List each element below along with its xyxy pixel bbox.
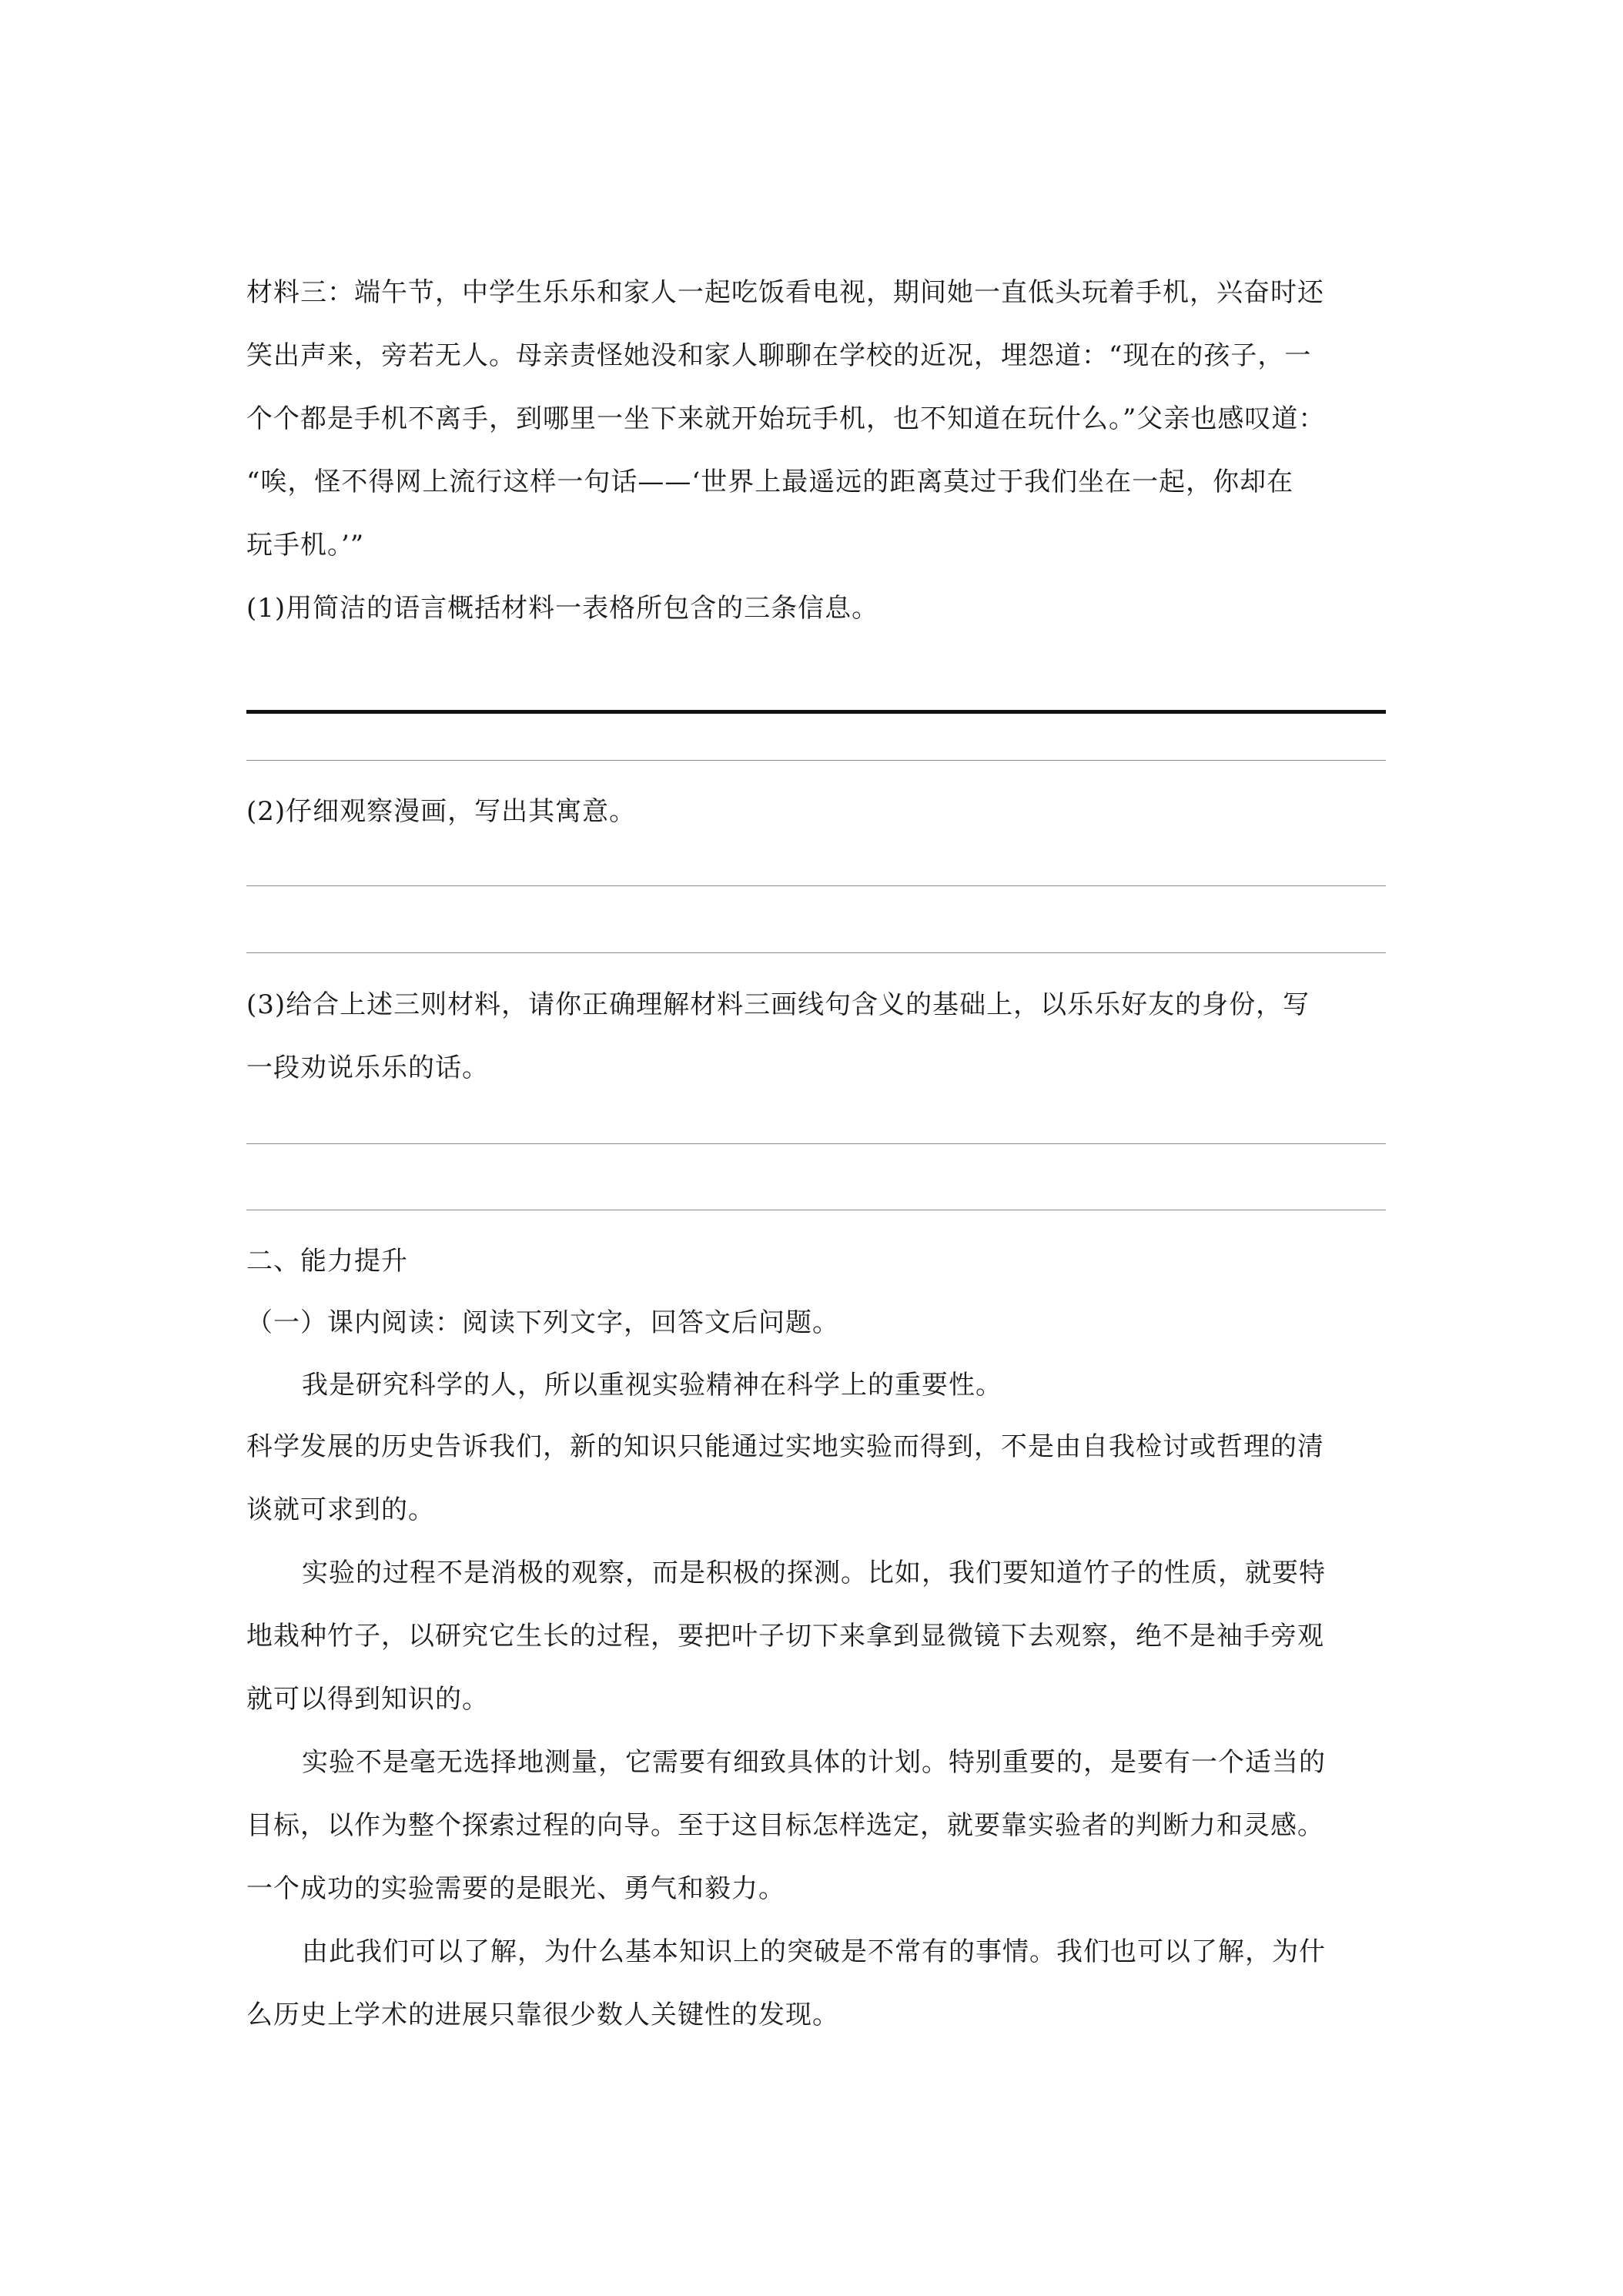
passage-paragraph-4-line-3: 一个成功的实验需要的是眼光、勇气和毅力。 <box>246 1873 785 1904</box>
answer-line-q2-b <box>246 952 1386 953</box>
passage-paragraph-4-line-1: 实验不是毫无选择地测量，它需要有细致具体的计划。特别重要的，是要有一个适当的 <box>302 1747 1326 1778</box>
question-3-line-2: 一段劝说乐乐的话。 <box>246 1053 489 1083</box>
section-heading: 二、能力提升 <box>246 1246 408 1277</box>
answer-line-q1-a <box>246 710 1386 714</box>
answer-line-q1-b <box>246 760 1386 761</box>
passage-paragraph-3-line-2: 地栽种竹子，以研究它生长的过程，要把叶子切下来拿到显微镜下去观察，绝不是袖手旁观 <box>246 1621 1324 1652</box>
passage-paragraph-5-line-1: 由此我们可以了解，为什么基本知识上的突破是不常有的事情。我们也可以了解，为什 <box>302 1936 1326 1967</box>
question-3-line-1: (3)给合上述三则材料，请你正确理解材料三画线句含义的基础上，以乐乐好友的身份，写 <box>246 989 1310 1020</box>
answer-line-q2-a <box>246 885 1386 886</box>
material3-line-2: 笑出声来，旁若无人。母亲责怪她没和家人聊聊在学校的近况，埋怨道：“现在的孩子，一 <box>246 340 1312 371</box>
passage-paragraph-2-line-1: 科学发展的历史告诉我们，新的知识只能通过实地实验而得到，不是由自我检讨或哲理的清 <box>246 1431 1324 1462</box>
material3-line-3: 个个都是手机不离手，到哪里一坐下来就开始玩手机，也不知道在玩什么。”父亲也感叹道： <box>246 403 1326 434</box>
passage-paragraph-3-line-1: 实验的过程不是消极的观察，而是积极的探测。比如，我们要知道竹子的性质，就要特 <box>302 1558 1326 1588</box>
passage-paragraph-2-line-2: 谈就可求到的。 <box>246 1494 435 1525</box>
section-subheading: （一）课内阅读：阅读下列文字，回答文后问题。 <box>246 1307 839 1338</box>
passage-paragraph-1: 我是研究科学的人，所以重视实验精神在科学上的重要性。 <box>302 1370 1002 1401</box>
question-2: (2)仔细观察漫画，写出其寓意。 <box>246 796 637 827</box>
material3-line-1: 材料三：端午节，中学生乐乐和家人一起吃饭看电视，期间她一直低头玩着手机，兴奋时还 <box>246 277 1324 308</box>
passage-paragraph-4-line-2: 目标，以作为整个探索过程的向导。至于这目标怎样选定，就要靠实验者的判断力和灵感。 <box>246 1810 1324 1841</box>
passage-paragraph-5-line-2: 么历史上学术的进展只靠很少数人关键性的发现。 <box>246 2000 839 2030</box>
material3-line-5: 玩手机。’” <box>246 530 365 561</box>
material3-line-4: “唉，怪不得网上流行这样一句话——‘世界上最遥远的距离莫过于我们坐在一起，你却在 <box>246 467 1294 497</box>
answer-line-q3-a <box>246 1143 1386 1144</box>
question-1: (1)用简洁的语言概括材料一表格所包含的三条信息。 <box>246 593 879 624</box>
passage-paragraph-3-line-3: 就可以得到知识的。 <box>246 1684 489 1715</box>
